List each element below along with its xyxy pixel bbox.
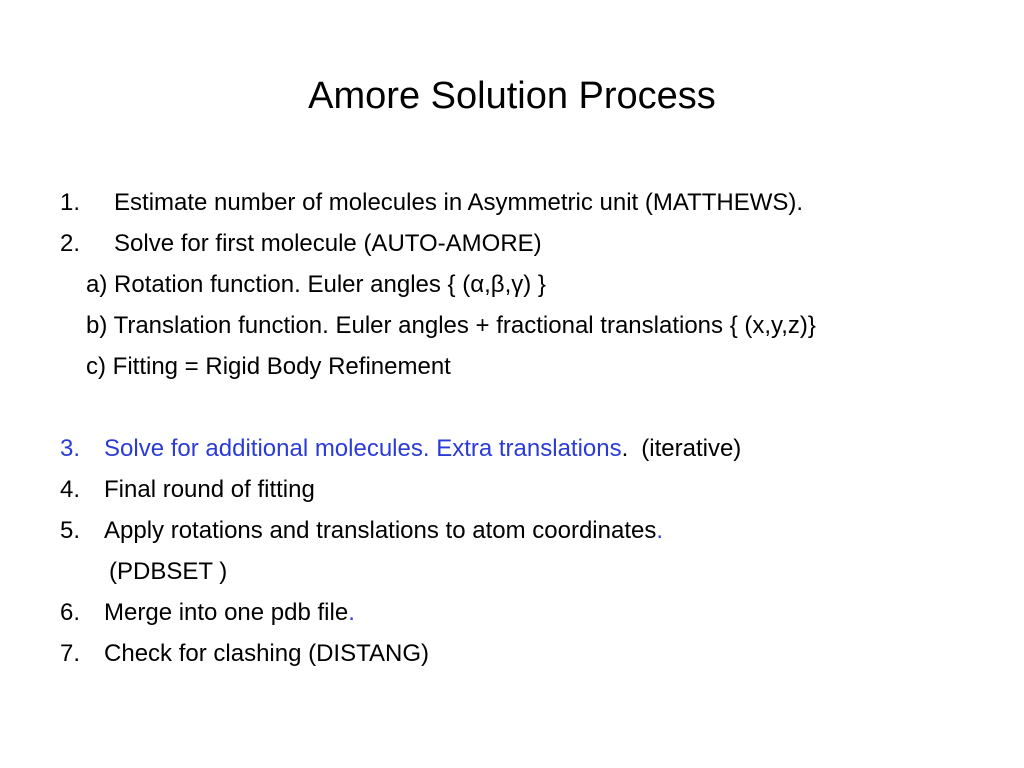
item-text: Apply rotations and translations to atom coordinates xyxy=(104,517,657,544)
item-number: 4. xyxy=(60,476,81,503)
item-number: 5. xyxy=(60,517,81,544)
list-item-7 xyxy=(60,639,429,669)
item-text: Merge into one pdb file xyxy=(104,599,349,626)
item-number: 2. xyxy=(60,230,81,257)
list-item-3 xyxy=(60,434,741,464)
item-text: Estimate number of molecules in Asymmetric unit (MATTHEWS). xyxy=(114,189,804,216)
item-number: 3. xyxy=(60,435,81,462)
sub-item-b: b) Translation function. Euler angles + fractional translations { (x,y,z)} xyxy=(86,312,816,339)
list-item-1 xyxy=(60,188,803,218)
item-period-blue: . xyxy=(348,599,355,626)
item-number: 6. xyxy=(60,599,81,626)
item-text: Final round of fitting xyxy=(104,476,315,503)
sub-item-a: a) Rotation function. Euler angles { (α,β,γ) } xyxy=(86,271,546,298)
sub-item-c: c) Fitting = Rigid Body Refinement xyxy=(86,353,451,380)
list-item-2 xyxy=(60,229,542,259)
item-number: 7. xyxy=(60,640,81,667)
list-item-6 xyxy=(60,598,355,628)
list-item-5-continuation: (PDBSET ) xyxy=(109,558,228,585)
item-period-blue: . xyxy=(656,517,664,544)
item-tail: (iterative) xyxy=(641,435,742,462)
item-text: Check for clashing (DISTANG) xyxy=(104,640,429,667)
list-item-5 xyxy=(60,516,663,546)
slide-title: Amore Solution Process xyxy=(308,75,716,117)
list-item-4 xyxy=(60,475,315,505)
item-text-highlighted: Solve for additional molecules. Extra translations xyxy=(104,435,622,462)
item-text: Solve for first molecule (AUTO-AMORE) xyxy=(114,230,542,257)
item-period: . xyxy=(621,435,629,462)
item-number: 1. xyxy=(60,189,81,216)
